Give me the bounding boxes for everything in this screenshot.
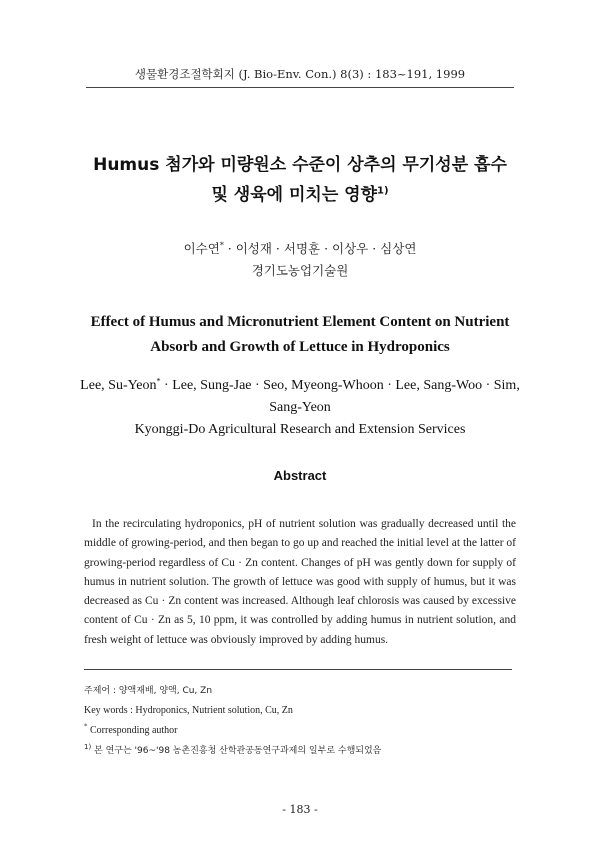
english-author-list-line-1: [60, 375, 540, 397]
korean-title: [60, 150, 540, 210]
korean-affiliation: 경기도농업기술원: [251, 263, 349, 278]
abstract-text: In the recirculating hydroponics, pH of nutrient solution was gradually decreased until the middle of growing-period, and then began to go up and reached the initial level at the latter of growing-period regardless of Cu · Zn content. Changes of pH was gently down for supply of humus in nutrient solution. The growth of lettuce was good with supply of humus, but it was decreased as Cu · Zn content was increased. Although leaf chlorosis was caused by excessive content of Cu · Zn as 5, 10 ppm, it was controlled by adding humus in nutrient solution, and fresh weight of lettuce was obviously improved by adding humus.: [84, 518, 516, 646]
english-corresponding-mark: *: [156, 376, 161, 386]
corresponding-author-note: [84, 721, 516, 741]
korean-title-line-2-text: 및 생육에 미치는 영향: [211, 185, 378, 205]
korean-keywords: 주제어 : 양액재배, 양액, Cu, Zn: [84, 686, 213, 696]
korean-authors: [60, 238, 540, 282]
abstract-heading: Abstract: [273, 468, 327, 483]
english-other-authors: · Lee, Sung-Jae · Seo, Myeong-Whoon · Lee, Sang-Woo · Sim,: [160, 378, 520, 393]
funding-note-text: 본 연구는 '96~'98 농촌진흥청 산학관공동연구과제의 일부로 수행되었음: [91, 746, 382, 756]
corresponding-note-mark: *: [84, 722, 88, 731]
english-title-line-1: Effect of Humus and Micronutrient Element Content on Nutrient: [90, 314, 510, 330]
corresponding-note-text: Corresponding author: [87, 725, 178, 736]
header-divider: [86, 87, 514, 88]
english-author-list-line-2: Sang-Yeon: [269, 400, 331, 415]
korean-corresponding-mark: *: [219, 240, 224, 250]
english-title-line-2: Absorb and Growth of Lettuce in Hydroponics: [150, 339, 450, 355]
funding-note-mark: 1): [84, 743, 92, 751]
english-keywords: Key words : Hydroponics, Nutrient solution, Cu, Zn: [84, 705, 293, 716]
title-footnote-mark: 1): [377, 185, 389, 197]
page-number: - 183 -: [282, 803, 318, 816]
funding-note: [84, 741, 516, 761]
korean-other-authors: · 이성재 · 서명훈 · 이상우 · 심상연: [223, 241, 417, 256]
english-affiliation: Kyonggi-Do Agricultural Research and Extension Services: [134, 422, 466, 437]
korean-first-author: 이수연: [183, 241, 220, 256]
footnotes: [84, 681, 516, 761]
english-title: [60, 310, 540, 360]
korean-title-line-2: [60, 180, 540, 210]
footnote-divider: [84, 669, 512, 670]
korean-author-list: [60, 238, 540, 260]
english-first-author: Lee, Su-Yeon: [80, 378, 157, 393]
korean-title-line-1: Humus 첨가와 미량원소 수준이 상추의 무기성분 흡수: [93, 155, 507, 175]
english-authors: [60, 375, 540, 441]
running-head: 생물환경조절학회지 (J. Bio-Env. Con.) 8(3) : 183~191, 1999: [134, 67, 466, 81]
